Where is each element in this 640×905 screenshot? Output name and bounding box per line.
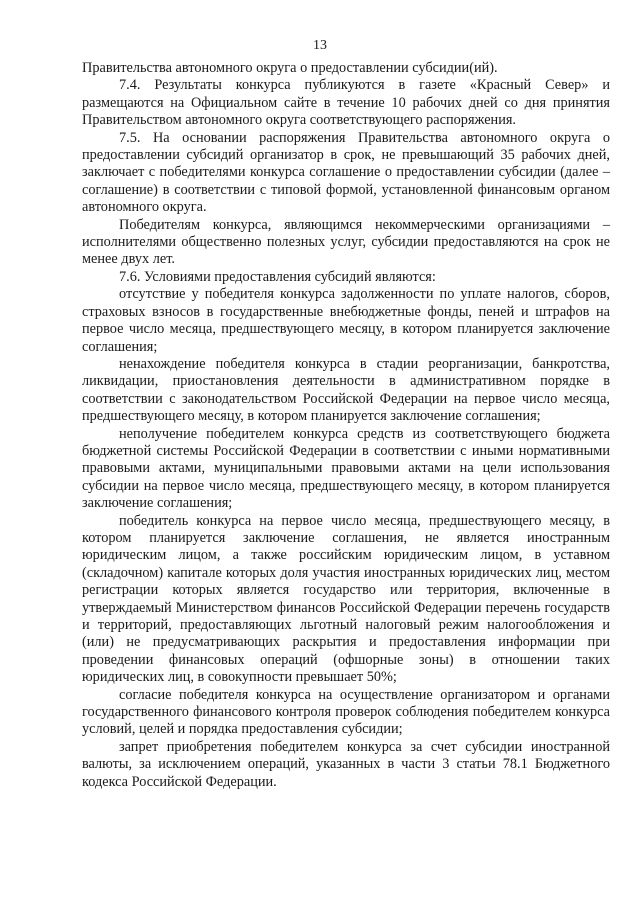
- paragraph-ngo-term: Победителям конкурса, являющимся некоммерческими организациями – исполнителями общественно полезных услуг, субсидии предоставляются на срок не менее двух лет.: [82, 216, 610, 268]
- paragraph-7-6-conditions: 7.6. Условиями предоставления субсидий являются:: [119, 268, 436, 285]
- paragraph-7-5-agreement: 7.5. На основании распоряжения Правительства автономного округа о предоставлении субсидий организатор в срок, не превышающий 35 рабочих дней, заключает с победителями конкурса соглашение о предоставлении субсидии (далее – соглашение) в соответствии с типовой формой, установленной финансовым органом автономного округа.: [82, 129, 610, 216]
- condition-no-reorganization: ненахождение победителя конкурса в стадии реорганизации, банкротства, ликвидации, приостановления деятельности в административном порядке в соответствии с законодательством Российской Федерации на первое число месяца, предшествующего месяцу, в котором планируется заключение соглашения;: [82, 355, 610, 425]
- page-number: 13: [313, 38, 327, 53]
- condition-consent-to-audit: согласие победителя конкурса на осуществление организатором и органами государственного финансового контроля проверок соблюдения победителем конкурса условий, целей и порядка предоставления субсидии;: [82, 686, 610, 738]
- condition-no-other-budget-funds: неполучение победителем конкурса средств из соответствующего бюджета бюджетной системы Российской Федерации в соответствии с иными нормативными правовыми актами, муниципальными правовыми актами на цели использования субсидии на первое число месяца, предшествующего месяцу, в котором планируется заключение соглашения;: [82, 425, 610, 512]
- paragraph-7-4-results: 7.4. Результаты конкурса публикуются в газете «Красный Север» и размещаются на Официальном сайте в течение 10 рабочих дней со дня принятия Правительством автономного округа соответствующего распоряжения.: [82, 77, 610, 129]
- condition-no-foreign-currency: запрет приобретения победителем конкурса за счет субсидии иностранной валюты, за исключением операций, указанных в части 3 статьи 78.1 Бюджетного кодекса Российской Федерации.: [82, 738, 610, 790]
- paragraph-continuation: Правительства автономного округа о предоставлении субсидии(ий).: [82, 60, 498, 76]
- document-body: [82, 60, 610, 791]
- condition-no-tax-debt: отсутствие у победителя конкурса задолженности по уплате налогов, сборов, страховых взносов в государственные внебюджетные фонды, пеней и штрафов на первое число месяца, предшествующего месяцу, в котором планируется заключение соглашения;: [82, 286, 610, 355]
- condition-not-foreign-entity: победитель конкурса на первое число месяца, предшествующего месяцу, в котором планируется заключение соглашения, не является иностранным юридическим лицом, а также российским юридическим лицом, в уставном (складочном) капитале которых доля участия иностранных юридических лиц, местом регистрации которых является государство или территория, включенные в утверждаемый Министерством финансов Российской Федерации перечень государств и территорий, предоставляющих льготный налоговый режим налогообложения и (или) не предусматривающих раскрытия и предоставления информации при проведении финансовых операций (офшорные зоны) в отношении таких юридических лиц, в совокупности превышает 50%;: [82, 512, 610, 686]
